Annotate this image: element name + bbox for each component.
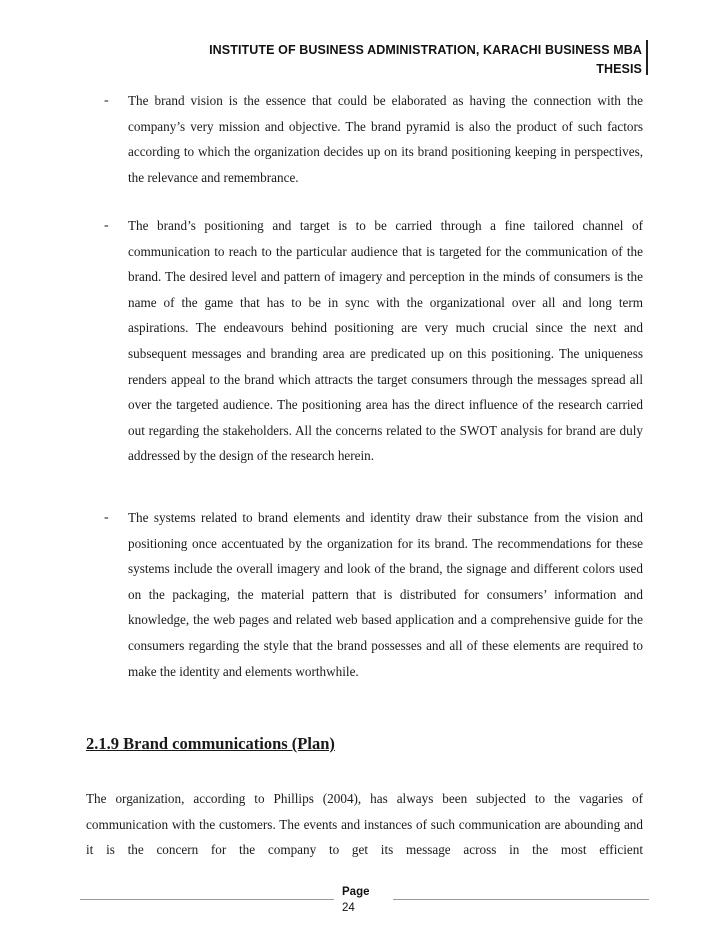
bullet-paragraph-3: The systems related to brand elements and identity draw their substance from the vision and positioning once accentuated by the organization for its brand. The recommendations for these systems include the overall imagery and look of the brand, the signage and different colors used on the packaging, the material pattern that is distributed for consumers’ information and knowledge, the web pages and related web based application and a comprehensive guide for the consumers regarding the style that the brand possesses and all of these elements are required to make the identity and elements worthwhile. bbox=[128, 510, 643, 679]
page-number-block bbox=[342, 884, 370, 916]
header-title-line-2: THESIS bbox=[596, 62, 642, 76]
header-title-line-1: INSTITUTE OF BUSINESS ADMINISTRATION, KARACHI BUSINESS MBA bbox=[209, 43, 642, 57]
page-number: 24 bbox=[342, 902, 355, 914]
footer-rule-left bbox=[80, 899, 334, 900]
section-paragraph: The organization, according to Phillips (2004), has always been subjected to the vagaries of communication with the customers. The events and instances of such communication are abounding and it is the concern for the company to get its message across in the most efficient bbox=[86, 791, 643, 858]
page-header bbox=[150, 41, 642, 79]
page-label: Page bbox=[342, 886, 370, 898]
bullet-marker-3: - bbox=[104, 510, 109, 525]
bullet-paragraph-1: The brand vision is the essence that could be elaborated as having the connection with the company’s very mission and objective. The brand pyramid is also the product of such factors according to which the organization decides up on its brand positioning keeping in perspectives, the relevance and remembrance. bbox=[128, 93, 643, 185]
bullet-marker-1: - bbox=[104, 93, 109, 108]
header-divider bbox=[646, 40, 648, 75]
section-heading: 2.1.9 Brand communications (Plan) bbox=[86, 734, 335, 753]
bullet-paragraph-2: The brand’s positioning and target is to be carried through a fine tailored channel of communication to reach to the particular audience that is targeted for the communication of the brand. The desired level and pattern of imagery and perception in the minds of consumers is the name of the game that has to be in sync with the organizational over all and long term aspirations. The endeavours behind positioning are very much crucial since the next and subsequent messages and branding area are predicated up on this positioning. The uniqueness renders appeal to the brand which attracts the target consumers through the messages spread all over the targeted audience. The positioning area has the direct influence of the research carried out regarding the stakeholders. All the concerns related to the SWOT analysis for brand are duly addressed by the design of the research herein. bbox=[128, 218, 643, 464]
bullet-marker-2: - bbox=[104, 218, 109, 233]
footer-rule-right bbox=[393, 899, 649, 900]
